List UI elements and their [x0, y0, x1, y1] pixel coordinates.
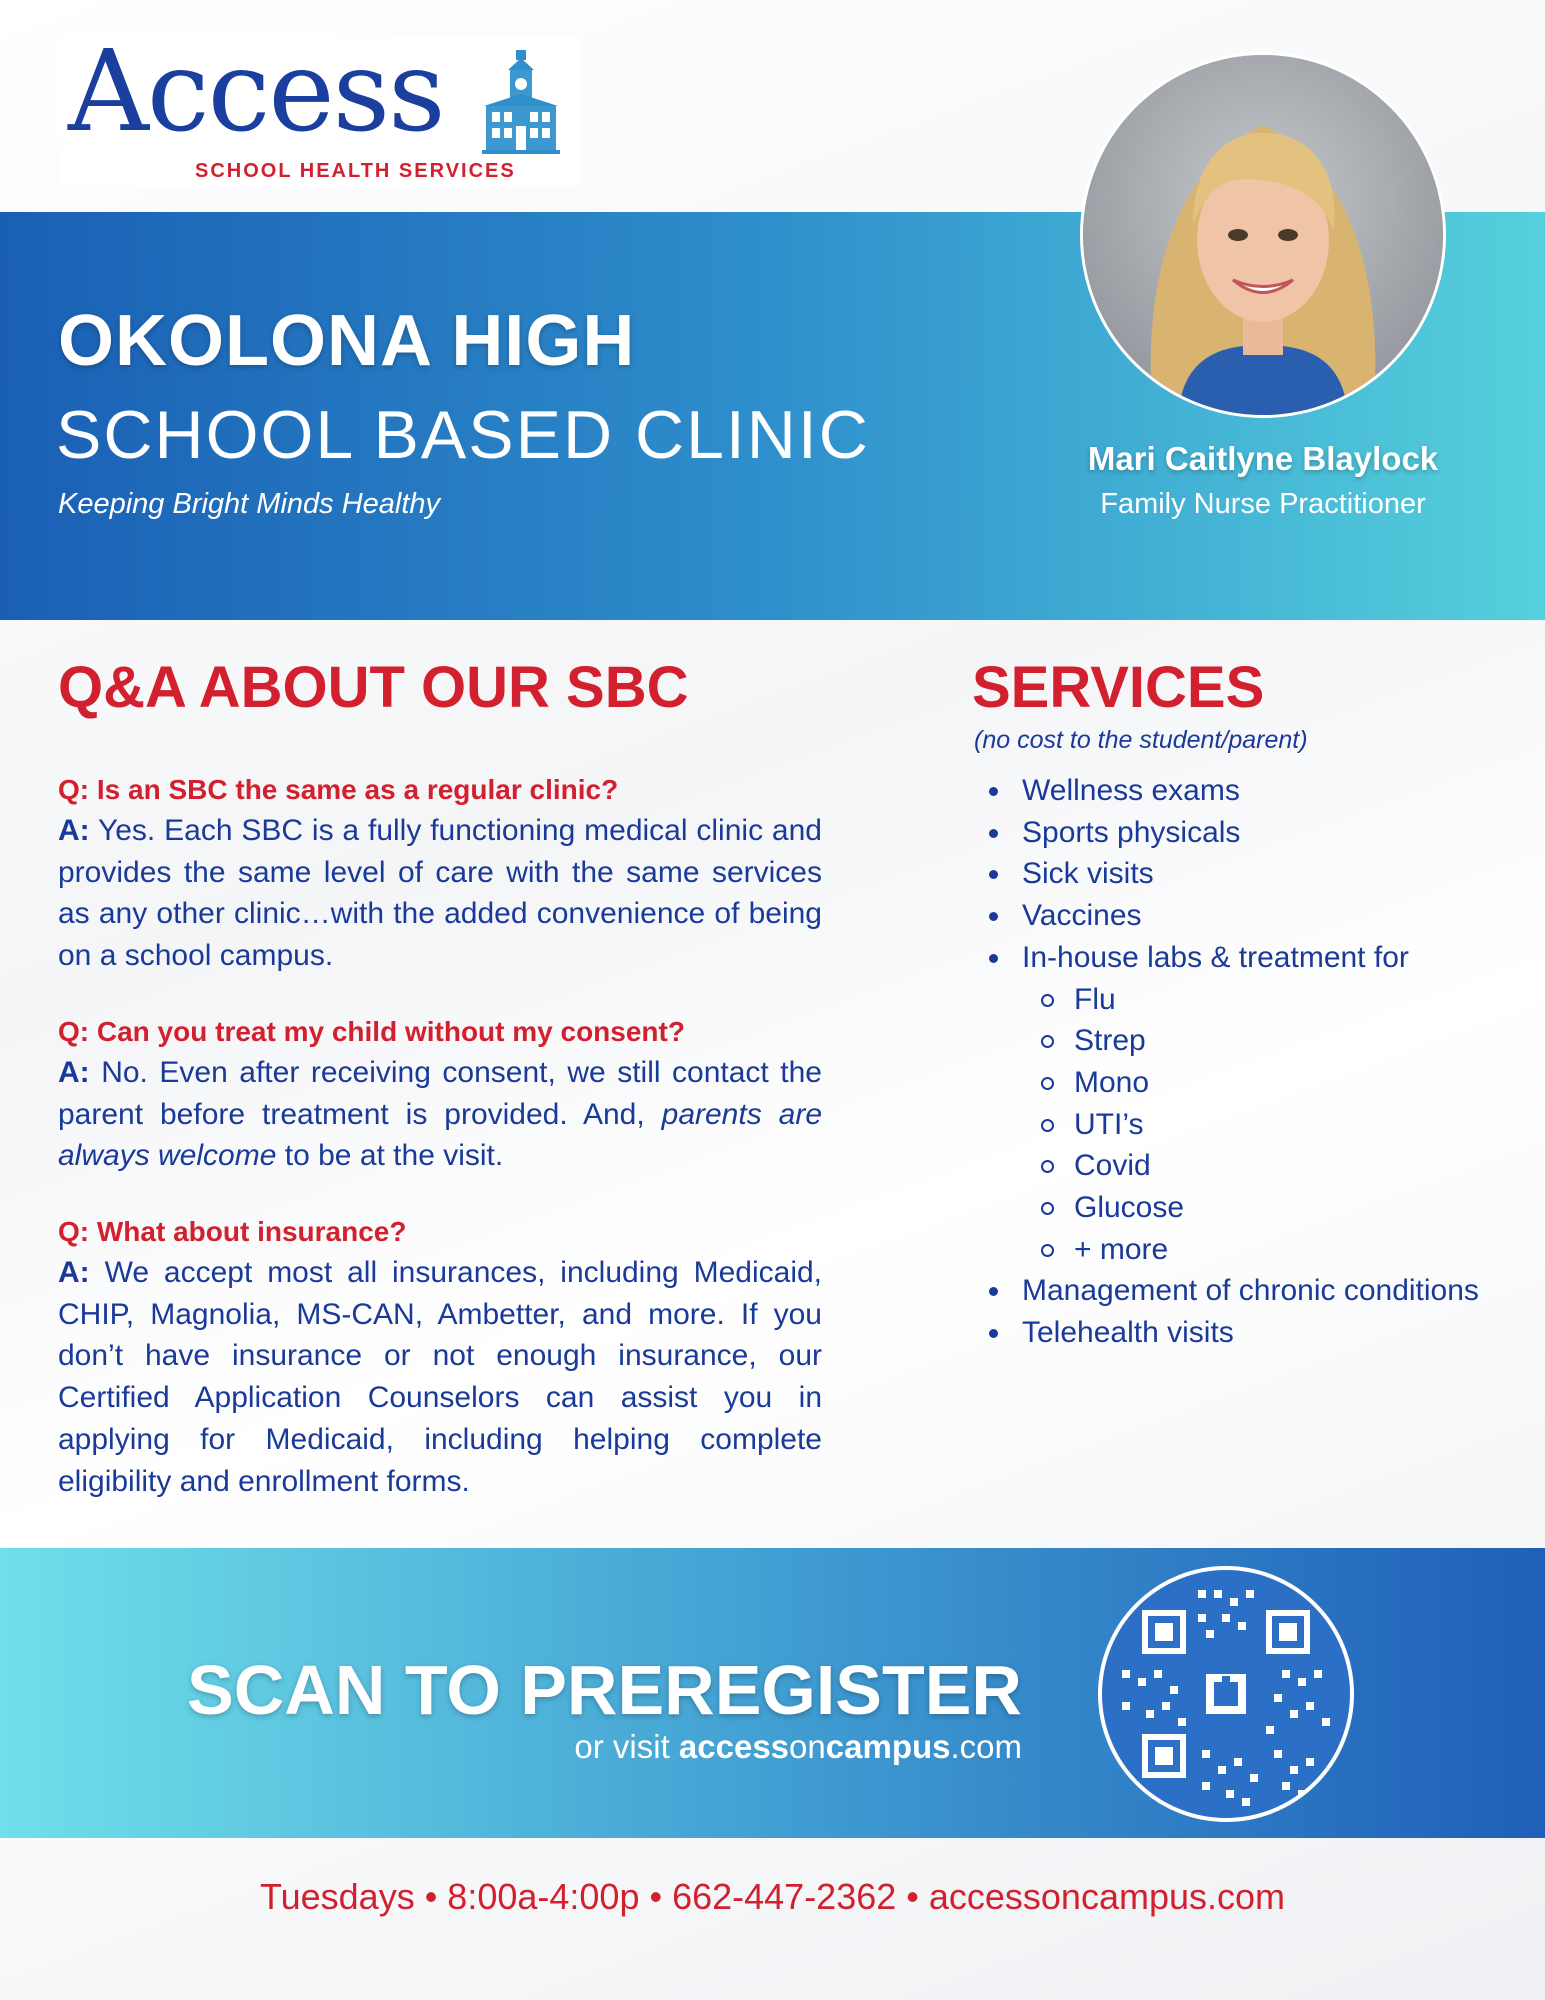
scan-heading: SCAN TO PREREGISTER: [187, 1651, 1022, 1729]
services-note: (no cost to the student/parent): [974, 726, 1308, 754]
logo-wordmark: Access: [68, 27, 444, 157]
lab-item: Strep: [972, 1020, 1492, 1062]
answer-text: No. Even after receiving consent, we still contact the parent before treatment is provided. And,: [58, 1056, 822, 1131]
lab-item: UTI’s: [972, 1104, 1492, 1146]
qa-item: [58, 1212, 822, 1502]
answer-text-end: to be at the visit.: [284, 1139, 504, 1173]
visit-line: [0, 1728, 1022, 1766]
service-item: Wellness exams: [972, 770, 1492, 812]
qa-question: Q: Is an SBC the same as a regular clinic?: [58, 774, 619, 805]
qa-answer: [58, 1252, 822, 1502]
service-item: Sports physicals: [972, 812, 1492, 854]
qa-question: Q: Can you treat my child without my consent?: [58, 1016, 685, 1047]
logo: [60, 27, 580, 186]
lab-item: + more: [972, 1229, 1492, 1271]
answer-text: Yes. Each SBC is a fully functioning medical clinic and provides the same level of care with the same services as any other clinic…with the added convenience of being on a school campus.: [58, 814, 822, 973]
visit-prefix: or visit: [574, 1728, 670, 1765]
qa-heading: Q&A ABOUT OUR SBC: [58, 655, 689, 720]
url-part[interactable]: access: [678, 1728, 790, 1765]
answer-text: We accept most all insurances, including Medicaid, CHIP, Magnolia, MS-CAN, Ambetter, and more. If you don’t have insurance or not enough insurance, our Certified Application Counselors can assist you in applying for Medicaid, including helping complete eligibility and enrollment forms.: [58, 1256, 823, 1498]
answer-emphasis: parents are always welcome: [58, 1097, 823, 1173]
portrait-illustration: [1083, 55, 1443, 415]
answer-prefix: A:: [58, 1056, 90, 1089]
answer-prefix: A:: [58, 1256, 90, 1289]
lab-item: Covid: [972, 1145, 1492, 1187]
url-part[interactable]: on: [789, 1728, 826, 1765]
service-item: Sick visits: [972, 853, 1492, 895]
staff-name: Mari Caitlyne Blaylock: [1087, 440, 1439, 477]
answer-prefix: A:: [58, 814, 90, 847]
qr-code[interactable]: [1098, 1566, 1354, 1822]
service-item: Telehealth visits: [972, 1312, 1492, 1354]
staff-portrait: [1080, 52, 1446, 418]
qa-question: Q: What about insurance?: [58, 1216, 407, 1247]
services-list: [972, 770, 1492, 1354]
logo-subtitle: SCHOOL HEALTH SERVICES: [195, 160, 516, 182]
qa-item: [58, 1012, 822, 1177]
url-part[interactable]: .com: [950, 1728, 1022, 1765]
staff-title: Family Nurse Practitioner: [1100, 488, 1426, 520]
url-part[interactable]: campus: [825, 1728, 951, 1765]
qa-item: [58, 770, 822, 977]
lab-item: Flu: [972, 979, 1492, 1021]
lab-item: Glucose: [972, 1187, 1492, 1229]
qr-code-icon: [1102, 1570, 1350, 1818]
tagline: Keeping Bright Minds Healthy: [58, 488, 441, 520]
qa-answer: [58, 810, 822, 977]
services-heading: SERVICES: [972, 655, 1265, 720]
school-building-icon: [480, 48, 562, 156]
lab-item: Mono: [972, 1062, 1492, 1104]
service-item: Vaccines: [972, 895, 1492, 937]
service-item: In-house labs & treatment for: [972, 937, 1492, 979]
qa-answer: [58, 1052, 822, 1177]
service-item: Management of chronic conditions: [972, 1270, 1492, 1312]
school-name: OKOLONA HIGH: [58, 301, 636, 381]
clinic-name: SCHOOL BASED CLINIC: [56, 397, 870, 473]
contact-line: Tuesdays • 8:00a-4:00p • 662-447-2362 • accessoncampus.com: [259, 1876, 1286, 1917]
